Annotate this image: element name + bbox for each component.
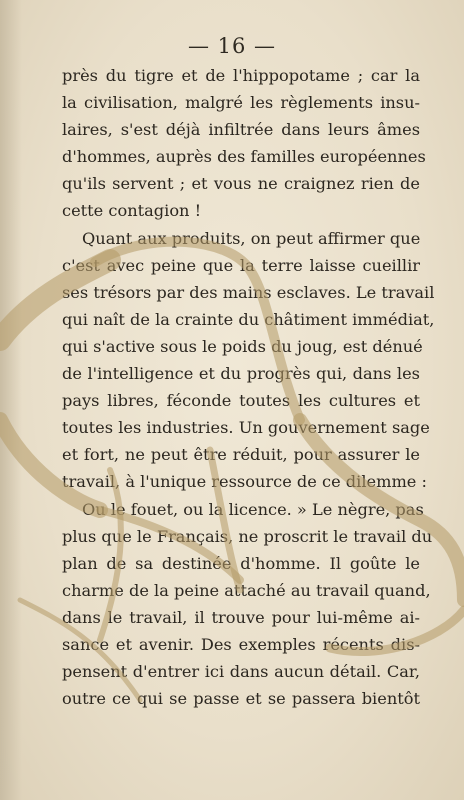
text-line: la civilisation, malgré les règlements insu- — [62, 93, 420, 113]
text-line: travail, à l'unique ressource de ce dilemme : — [62, 472, 427, 492]
text-line: cette contagion ! — [62, 201, 202, 221]
text-line: toutes les industries. Un gouvernement sage — [62, 418, 430, 438]
text-line: laires, s'est déjà infiltrée dans leurs âmes — [62, 120, 420, 140]
page-gutter-shadow — [0, 0, 22, 800]
text-line: sance et avenir. Des exemples récents dis- — [62, 634, 420, 654]
text-line: plus que le Français, ne proscrit le travail du — [62, 526, 433, 546]
text-line: outre ce qui se passe et se passera bientôt — [62, 689, 420, 709]
text-line: d'hommes, auprès des familles européennes — [62, 147, 426, 167]
text-line: qui s'active sous le poids du joug, est dénué — [62, 336, 423, 356]
text-line: dans le travail, il trouve pour lui-même ai- — [62, 607, 420, 627]
text-line: Ou le fouet, ou la licence. » Le nègre, pas — [82, 499, 424, 519]
text-line: qui naît de la crainte du châtiment immédiat, — [62, 309, 435, 329]
text-line: pays libres, féconde toutes les cultures et — [62, 391, 420, 411]
text-line: plan de sa destinée d'homme. Il goûte le — [62, 553, 420, 573]
text-line: de l'intelligence et du progrès qui, dans les — [62, 364, 420, 384]
page-number: — 16 — — [187, 34, 277, 58]
text-line: près du tigre et de l'hippopotame ; car la — [62, 66, 420, 85]
text-line: c'est avec peine que la terre laisse cueillir — [62, 255, 420, 275]
text-line: pensent d'entrer ici dans aucun détail. Car, — [62, 662, 420, 682]
text-line: Quant aux produits, on peut affirmer que — [82, 228, 421, 248]
text-line: charme de la peine attaché au travail quand, — [62, 580, 431, 600]
text-line: qu'ils servent ; et vous ne craignez rien de — [62, 174, 420, 194]
text-line: ses trésors par des mains esclaves. Le travail — [62, 282, 435, 302]
body-text — [62, 62, 435, 712]
text-line: et fort, ne peut être réduit, pour assurer le — [62, 445, 420, 465]
